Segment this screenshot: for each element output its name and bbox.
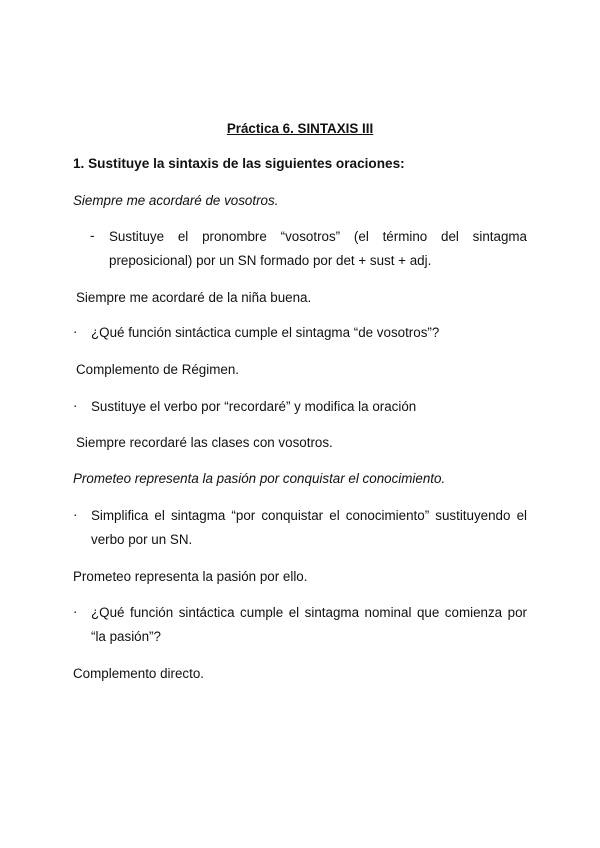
dot-bullet: · xyxy=(73,398,78,413)
example-sentence-1: Siempre me acordaré de vosotros. xyxy=(73,193,279,208)
answer-4: Prometeo representa la pasión por ello. xyxy=(73,569,308,584)
exercise-heading: 1. Sustituye la sintaxis de las siguientes oraciones: xyxy=(73,156,405,171)
question-2-text: ¿Qué función sintáctica cumple el sintagma “de vosotros”? xyxy=(91,325,440,340)
task-4-text: Simplifica el sintagma “por conquistar el conocimiento” sustituyendo el verbo por un SN. xyxy=(91,508,527,547)
example-sentence-2: Prometeo representa la pasión por conquistar el conocimiento. xyxy=(73,471,446,486)
answer-3: Siempre recordaré las clases con vosotros. xyxy=(76,435,333,450)
dot-bullet: · xyxy=(73,324,78,339)
task-3-text: Sustituye el verbo por “recordaré” y modifica la oración xyxy=(91,399,417,414)
dash-bullet: - xyxy=(90,228,95,243)
answer-1: Siempre me acordaré de la niña buena. xyxy=(76,290,312,305)
answer-5: Complemento directo. xyxy=(73,666,204,681)
answer-2: Complemento de Régimen. xyxy=(76,362,240,377)
page-title: Práctica 6. SINTAXIS III xyxy=(226,121,374,136)
dot-bullet: · xyxy=(73,604,78,619)
question-5 xyxy=(73,601,527,649)
question-2 xyxy=(73,321,527,345)
task-3 xyxy=(73,395,527,419)
task-4 xyxy=(73,504,527,552)
dot-bullet: · xyxy=(73,507,78,522)
task-1-text: Sustituye el pronombre “vosotros” (el término del sintagma preposicional) por un SN formado por det + sust + adj. xyxy=(109,229,527,268)
task-1 xyxy=(73,225,527,273)
question-5-text: ¿Qué función sintáctica cumple el sintagma nominal que comienza por “la pasión”? xyxy=(91,605,527,644)
